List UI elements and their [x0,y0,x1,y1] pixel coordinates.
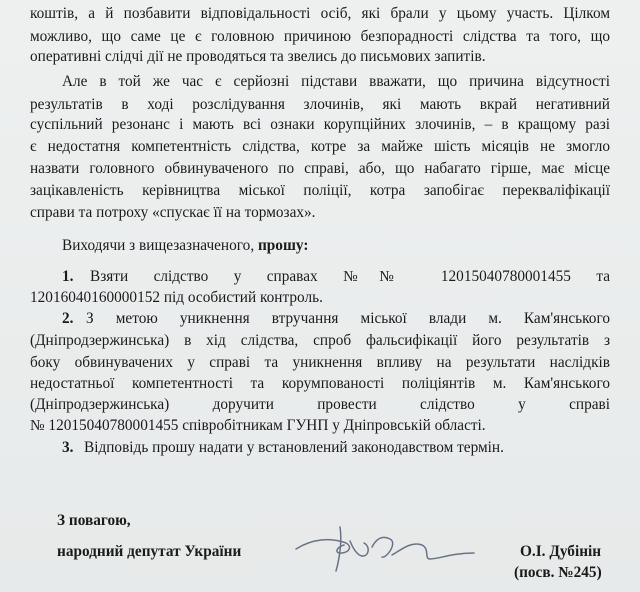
signer-position: народний депутат України [57,543,242,560]
request-colon: : [303,237,309,254]
body-line-2: можливо, що саме це є головною причиною безпорадності слідства та того, що [30,28,610,45]
request-intro-text: Виходячи з вищезазначеного, [62,237,255,254]
item-2-line-3: боку обвинувачених у справі та уникнення впливу на результати наслідків [30,354,610,371]
body-line-6: суспільний резонанс і мають всі ознаки корупційних злочинів, – в кращому разі [30,116,610,133]
body-line-3: оперативні слідчі дії не проводяться та звелись до письмових запитів. [30,48,486,65]
item-2-line-1: З метою уникнення втручання міської влади м. Кам'янського [86,310,610,327]
body-line-4: Але в той же час є серйозні підстави вважати, що причина відсутності [62,73,610,90]
request-word: прошу [257,237,304,254]
item-1-number: 1. [62,268,74,285]
item-1-line-1: Взяти слідство у справах №№ 12015040780001455 та [90,268,610,285]
closing-text: З повагою, [57,512,131,529]
body-line-10: справи та потроху «спускає її на тормозах». [30,204,316,221]
handwritten-signature-icon [290,519,480,575]
signature-block [0,505,640,592]
item-1-line-2: 12016040160000152 під особистий контроль. [30,289,323,306]
item-2-line-2: (Дніпродзержинська) в хід слідства, спроб фальсифікації його результатів з [30,332,610,349]
item-2-line-5: (Дніпродзержинська) доручити провести слідство у справі [30,396,610,413]
item-3-text: Відповідь прошу надати у встановлений законодавством термін. [84,439,504,456]
body-line-7: є недостатня компетентність слідства, котре за майже шість місяців не змогло [30,138,610,155]
body-line-1: коштів, а й позбавити відповідальності осіб, які брали у цьому участь. Цілком [30,5,610,22]
item-3-number: 3. [62,439,74,456]
body-line-9: зацікавленість керівництва міської поліції, котра запобігає перекваліфікації [30,182,610,199]
signer-id-note: (посв. №245) [514,564,602,581]
item-2-line-6: № 12015040780001455 співробітникам ГУНП у Дніпровській області. [30,417,486,434]
body-line-8: назвати головного обвинуваченого по справі, або, що набагато гірше, має місце [30,160,610,177]
item-2-number: 2. [62,310,74,327]
request-intro [62,236,640,256]
body-line-5: результатів в ході розслідування злочинів, які мають вкрай негативний [30,96,610,113]
signer-name: О.І. Дубінін [520,543,602,560]
item-2-line-4: недостатньої компетентності та корумпованості поліціянтів м. Кам'янського [30,375,610,392]
